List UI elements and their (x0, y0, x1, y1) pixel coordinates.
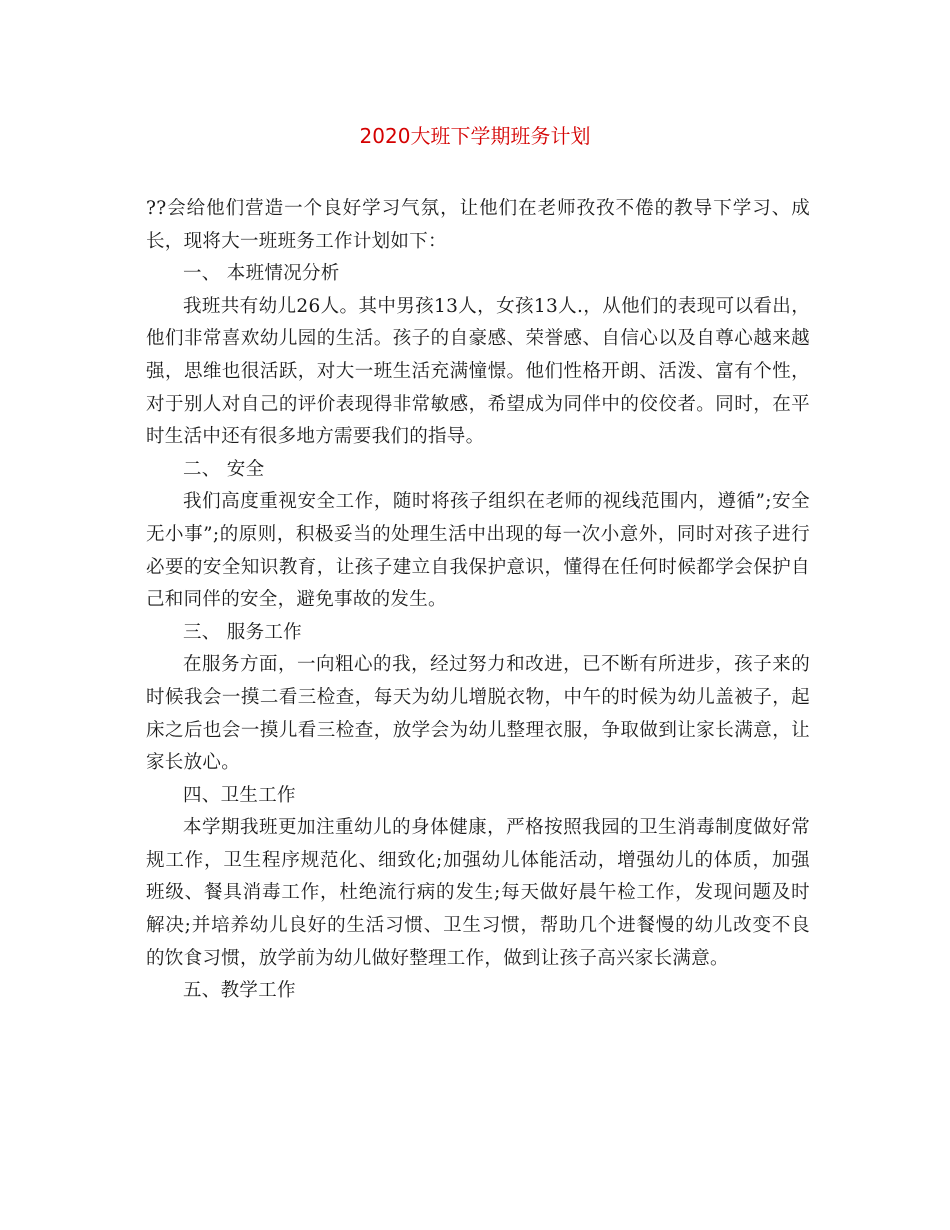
section-heading-class-analysis: 一、 本班情况分析 (183, 263, 340, 285)
intro-paragraph: ??会给他们营造一个良好学习气氛，让他们在老师孜孜不倦的教导下学习、成长，现将大一班班务工作计划如下： (146, 198, 810, 252)
section-heading-teaching: 五、教学工作 (183, 980, 296, 1002)
section-heading-safety: 二、 安全 (183, 458, 265, 480)
service-paragraph: 在服务方面，一向粗心的我，经过努力和改进，已不断有所进步，孩子来的时候我会一摸二看三检查，每天为幼儿增脱衣物，中午的时候为幼儿盖被子，起床之后也会一摸儿看三检查，放学会为幼儿整理衣服，争取做到让家长满意，让家长放心。 (146, 654, 810, 774)
document-title: 2020大班下学期班务计划 (359, 124, 591, 148)
hygiene-paragraph: 本学期我班更加注重幼儿的身体健康，严格按照我园的卫生消毒制度做好常规工作，卫生程序规范化、细致化;加强幼儿体能活动，增强幼儿的体质，加强班级、餐具消毒工作，杜绝流行病的发生;每天做好晨午检工作，发现问题及时解决;并培养幼儿良好的生活习惯、卫生习惯，帮助几个进餐慢的幼儿改变不良的饮食习惯，放学前为幼儿做好整理工作，做到让孩子高兴家长满意。 (146, 817, 810, 969)
section-heading-service: 三、 服务工作 (183, 621, 302, 643)
class-analysis-paragraph: 我班共有幼儿26人。其中男孩13人，女孩13人.，从他们的表现可以看出，他们非常喜欢幼儿园的生活。孩子的自豪感、荣誉感、自信心以及自尊心越来越强，思维也很活跃，对大一班生活充满憧憬。他们性格开朗、活泼、富有个性，对于别人对自己的评价表现得非常敏感，希望成为同伴中的佼佼者。同时，在平时生活中还有很多地方需要我们的指导。 (146, 295, 810, 448)
safety-paragraph: 我们高度重视安全工作，随时将孩子组织在老师的视线范围内，遵循”;安全无小事”;的原则，积极妥当的处理生活中出现的每一次小意外，同时对孩子进行必要的安全知识教育，让孩子建立自我保护意识，懂得在任何时候都学会保护自己和同伴的安全，避免事故的发生。 (146, 491, 810, 611)
section-heading-hygiene: 四、卫生工作 (183, 784, 296, 806)
document-body (146, 193, 810, 1008)
